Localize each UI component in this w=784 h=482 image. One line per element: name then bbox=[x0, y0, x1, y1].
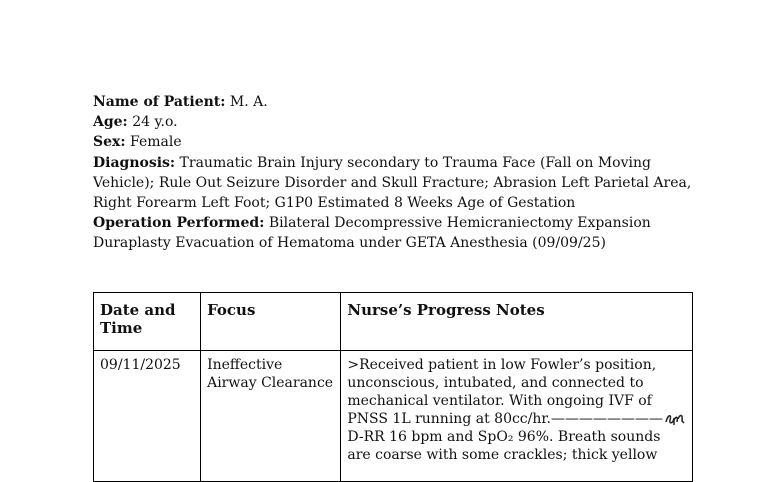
operation-line: Duraplasty Evacuation of Hematoma under GETA Anesthesia (09/09/25) bbox=[93, 235, 606, 252]
diagnosis-label: Diagnosis: bbox=[93, 154, 176, 171]
header-notes: Nurse’s Progress Notes bbox=[341, 293, 693, 351]
note-line: mechanical ventilator. With ongoing IVF of bbox=[347, 393, 652, 409]
age-label: Age: bbox=[93, 114, 128, 131]
age-value: 24 y.o. bbox=[132, 114, 178, 131]
note-line: are coarse with some crackles; thick yellow bbox=[347, 447, 658, 463]
diagnosis-line: Right Forearm Left Foot; G1P0 Estimated 8 Weeks Age of Gestation bbox=[93, 195, 576, 212]
table-header-row bbox=[94, 293, 693, 351]
note-line: D-RR 16 bpm and SpO₂ 96%. Breath sounds bbox=[347, 429, 661, 445]
cell-date: 09/11/2025 bbox=[94, 351, 201, 482]
cell-focus: Ineffective Airway Clearance bbox=[201, 351, 341, 482]
patient-name-line bbox=[93, 92, 703, 112]
operation-line bbox=[93, 213, 703, 233]
diagnosis-line bbox=[93, 153, 703, 173]
cell-notes bbox=[341, 351, 693, 482]
patient-info bbox=[93, 92, 703, 254]
header-focus: Focus bbox=[201, 293, 341, 351]
name-value: M. A. bbox=[229, 94, 268, 110]
note-line-text: PNSS 1L running at 80cc/hr.———————— bbox=[347, 411, 663, 427]
patient-age-line bbox=[93, 112, 703, 132]
operation-label: Operation Performed: bbox=[93, 215, 265, 232]
patient-sex-line bbox=[93, 132, 703, 152]
progress-notes-table bbox=[93, 292, 693, 482]
note-line bbox=[347, 410, 686, 428]
note-line: unconscious, intubated, and connected to bbox=[347, 375, 644, 391]
sex-label: Sex: bbox=[93, 134, 126, 151]
diagnosis-line: Vehicle); Rule Out Seizure Disorder and Skull Fracture; Abrasion Left Parietal Area, bbox=[93, 174, 692, 191]
table-row bbox=[94, 351, 693, 482]
signature-icon bbox=[664, 411, 686, 427]
note-line: >Received patient in low Fowler’s position, bbox=[347, 357, 657, 373]
name-label: Name of Patient: bbox=[93, 94, 226, 110]
header-date-time: Date and Time bbox=[94, 293, 201, 351]
operation-text: Bilateral Decompressive Hemicraniectomy Expansion bbox=[268, 215, 651, 232]
sex-value: Female bbox=[130, 134, 182, 151]
diagnosis-text: Traumatic Brain Injury secondary to Trauma Face (Fall on Moving bbox=[179, 154, 651, 171]
